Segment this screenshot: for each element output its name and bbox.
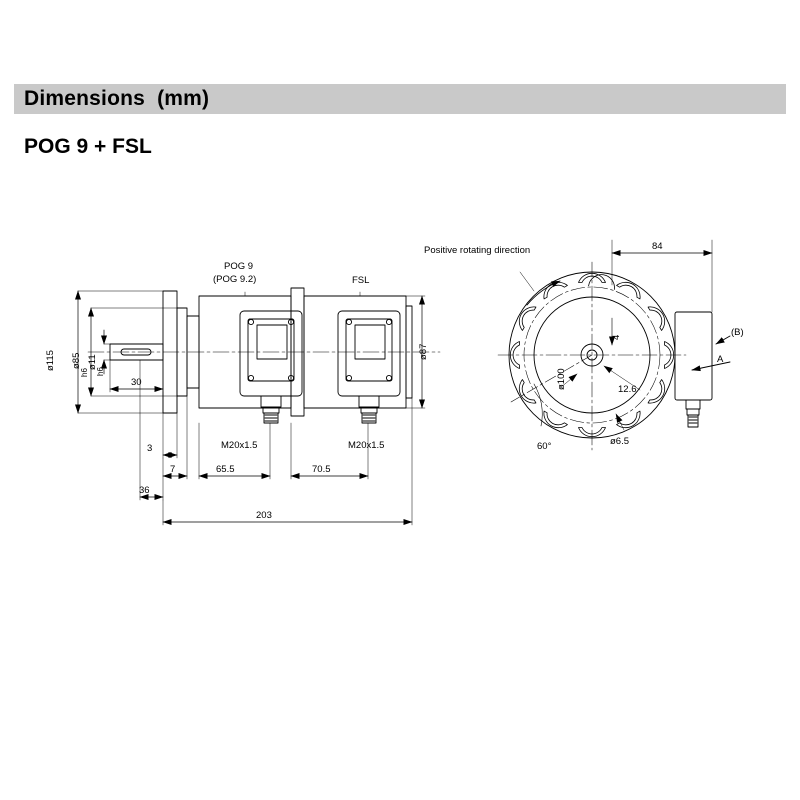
label-84: 84 [652,241,663,252]
label-pog9: POG 9 [224,261,254,272]
label-fsl: FSL [352,275,370,286]
label-dia115: ø115 [45,350,56,371]
label-7: 7 [170,464,176,475]
label-arrow-b: (B) [731,327,744,338]
front-terminal-box [675,312,712,400]
label-dia85-tol: h6 [80,368,89,377]
label-203: 203 [256,510,272,521]
label-12-6: 12.6 [618,384,637,395]
arrow-b-leader [716,336,730,344]
label-gland-right: M20x1.5 [348,440,385,451]
page-subtitle: POG 9 + FSL [24,135,152,158]
label-70-5: 70.5 [312,464,331,475]
label-dia87: ø87 [418,343,429,360]
label-dia11: ø11 [87,354,98,370]
label-4: 4 [611,334,622,340]
label-rotating-direction: Positive rotating direction [424,245,531,256]
label-pog9-2: (POG 9.2) [213,274,257,285]
label-dia85: ø85 [71,352,82,369]
label-60-deg: 60° [537,441,552,452]
label-3: 3 [147,443,153,454]
label-dia6-5: ø6.5 [610,436,630,447]
label-dia11-tol: h6 [96,367,105,376]
label-30: 30 [131,377,142,388]
label-arrow-a: A [717,354,724,365]
label-65-5: 65.5 [216,464,235,475]
arrow-a-leader [692,362,730,370]
label-dia100: ø100 [556,368,567,390]
page-title: Dimensions (mm) [24,87,210,110]
label-gland-left: M20x1.5 [221,440,258,451]
label-36: 36 [139,485,150,496]
rotation-arrow [527,281,560,305]
